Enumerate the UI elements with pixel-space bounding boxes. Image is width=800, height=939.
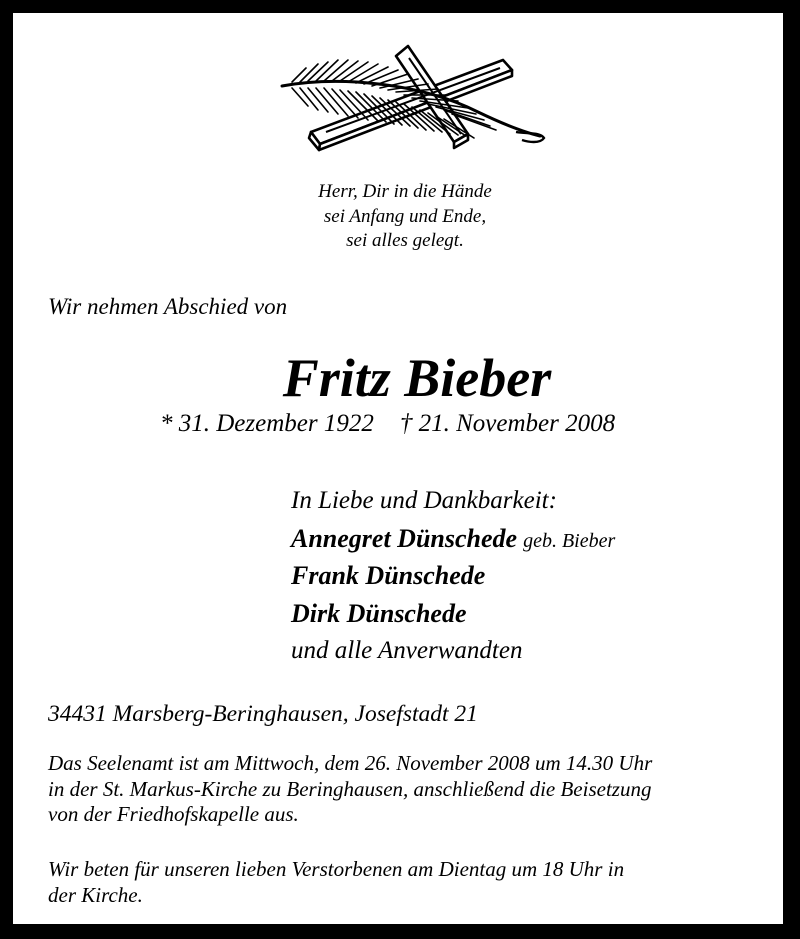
intro-text: Wir nehmen Abschied von <box>48 294 288 319</box>
prayer-line: Wir beten für unseren lieben Verstorbenen am Dientag um 18 Uhr in <box>48 857 625 881</box>
mourner-entry <box>291 557 615 595</box>
mourner-name: Frank Dünschede <box>291 561 486 590</box>
service-details <box>48 751 652 828</box>
service-line: Das Seelenamt ist am Mittwoch, dem 26. November 2008 um 14.30 Uhr <box>48 751 653 775</box>
verse-line: sei Anfang und Ende, <box>323 205 487 227</box>
mourner-entry <box>291 520 615 558</box>
verse-line: sei alles gelegt. <box>346 230 464 251</box>
deceased-name: Fritz Bieber <box>282 348 552 408</box>
service-line: von der Friedhofskapelle aus. <box>48 802 299 826</box>
mourner-note: geb. Bieber <box>523 529 616 552</box>
verse-line: Herr, Dir in die Hände <box>318 181 492 202</box>
mourners-block <box>291 482 615 670</box>
prayer-details <box>48 857 624 908</box>
service-line: in der St. Markus-Kirche zu Beringhausen, anschließend die Beisetzung <box>48 776 652 801</box>
death-date: † 21. November 2008 <box>399 410 616 437</box>
cross-with-palm-frond-icon <box>278 24 550 158</box>
mourners-heading: In Liebe und Dankbarkeit: <box>291 487 557 514</box>
life-dates <box>160 410 615 438</box>
prayer-line: der Kirche. <box>48 882 143 907</box>
mourners-closing: und alle Anverwandten <box>291 637 523 664</box>
mourner-name: Dirk Dünschede <box>291 598 467 628</box>
family-address: 34431 Marsberg-Beringhausen, Josefstadt 21 <box>48 701 478 727</box>
mourner-entry <box>291 595 615 633</box>
mourner-name: Annegret Dünschede <box>291 523 518 553</box>
bible-verse <box>0 180 800 254</box>
birth-date: * 31. Dezember 1922 <box>160 410 374 437</box>
